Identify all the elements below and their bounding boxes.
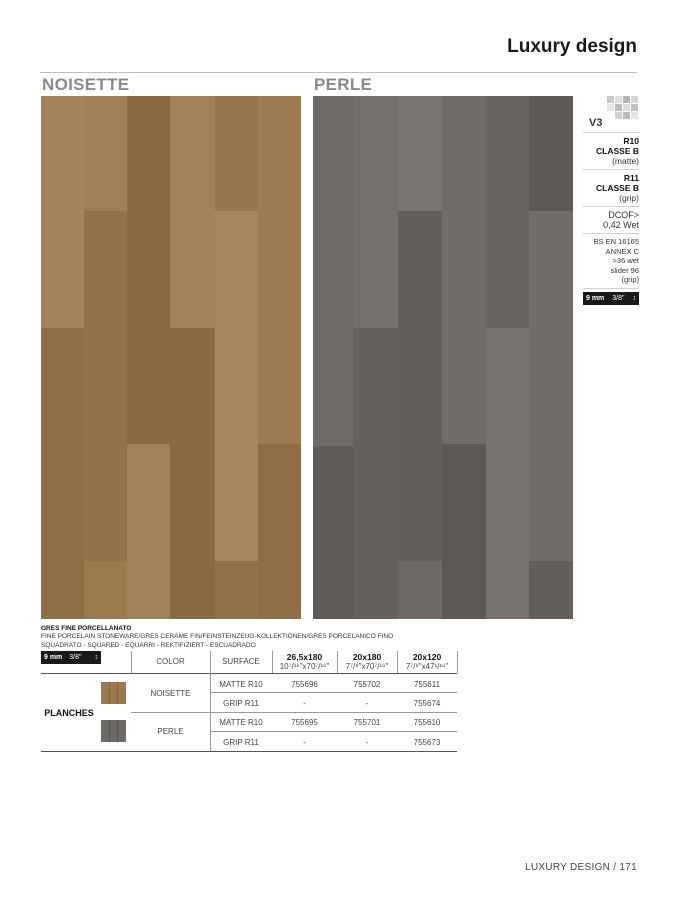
swatch-name-perle: PERLE xyxy=(314,75,373,94)
spec-column xyxy=(583,96,639,305)
r10-surface: (matte) xyxy=(612,156,639,166)
bs-slider: slider 96 xyxy=(610,265,639,275)
size-3-imperial: 7⁷/⁸"x47¹/¹⁶" xyxy=(405,662,449,671)
row-1-code-2: 755702 xyxy=(353,680,381,689)
row-1-surface: MATTE R10 xyxy=(219,680,263,689)
row-3-surface: MATTE R10 xyxy=(219,718,263,727)
row-4-code-2: - xyxy=(365,738,369,747)
dcof-block xyxy=(583,207,639,234)
row-3-code-3: 755610 xyxy=(413,718,441,727)
bs-annex: ANNEX C xyxy=(605,246,639,256)
table-header-divider xyxy=(457,651,458,673)
dcof-label: DCOF> xyxy=(608,210,639,220)
group-label: PLANCHES xyxy=(44,708,94,718)
size-2-metric: 20x180 xyxy=(352,652,382,662)
row-color-noisette: NOISETTE xyxy=(150,689,191,698)
row-4-surface: GRIP R11 xyxy=(223,738,259,747)
size-1-metric: 26,5x180 xyxy=(286,652,323,662)
edge-text: SQUADRATO - SQUARED - EQUARRI - REKTIFIZIERT - ESCUADRADO xyxy=(41,642,256,649)
thickness-mm: 9 mm xyxy=(586,294,605,302)
table-row-rule xyxy=(210,692,457,693)
table-thickness-inch: 3/8" xyxy=(69,654,82,661)
thumb-perle xyxy=(101,720,126,742)
thickness-badge xyxy=(583,292,639,305)
size-3-metric: 20x120 xyxy=(412,652,442,662)
r10-label: R10 xyxy=(623,136,639,146)
row-color-perle: PERLE xyxy=(157,727,184,736)
bs-wet: >36 wet xyxy=(612,256,639,265)
row-2-code-2: - xyxy=(365,699,369,708)
table-bottom-rule xyxy=(41,751,457,752)
class-v3-block xyxy=(583,96,639,133)
page-footer: LUXURY DESIGN / 171 xyxy=(524,862,637,873)
table-row-rule xyxy=(210,731,457,732)
row-2-code-1: - xyxy=(303,699,306,708)
swatch-image-perle xyxy=(313,96,573,619)
mosaic-icon xyxy=(607,96,639,124)
table-thickness-mm: 9 mm xyxy=(44,654,63,661)
r10-block xyxy=(583,133,639,170)
thickness-inch: 3/8" xyxy=(612,294,625,302)
r10-class: CLASSE B xyxy=(596,146,639,156)
header-divider xyxy=(40,72,637,73)
table-thickness-arrow-icon: ↕ xyxy=(94,654,98,661)
material-subtitle: FINE PORCELAIN STONEWARE/GRES CERAME FIN/FEINSTEINZEUG-KOLLEKTIONEN/GRES PORCELANICO FINO xyxy=(41,633,394,640)
row-4-code-3: 755673 xyxy=(413,738,441,747)
thickness-arrow-icon: ↕ xyxy=(632,294,636,302)
table-row-rule xyxy=(131,712,457,713)
row-1-code-1: 755696 xyxy=(291,680,318,689)
swatch-name-noisette: NOISETTE xyxy=(42,75,130,94)
row-1-code-3: 755611 xyxy=(413,680,441,689)
col-header-size-2 xyxy=(337,653,397,671)
r11-block xyxy=(583,170,639,207)
row-2-surface: GRIP R11 xyxy=(223,699,259,708)
swatch-image-noisette xyxy=(41,96,301,619)
row-2-code-3: 755674 xyxy=(413,699,441,708)
col-header-color: COLOR xyxy=(156,657,185,666)
bs-block xyxy=(583,234,639,289)
row-3-code-1: 755695 xyxy=(291,718,318,727)
row-3-code-2: 755701 xyxy=(353,718,381,727)
thumb-noisette xyxy=(101,682,126,704)
r11-label: R11 xyxy=(623,173,639,183)
class-label: V3 xyxy=(589,117,603,129)
col-header-size-1 xyxy=(272,653,337,671)
bs-surface: (grip) xyxy=(621,275,639,284)
page-title: Luxury design xyxy=(507,36,637,57)
col-header-size-3 xyxy=(397,653,457,671)
col-header-surface: SURFACE xyxy=(222,657,260,666)
row-4-code-1: - xyxy=(303,738,306,747)
table-header-rule xyxy=(41,673,457,674)
size-2-imperial: 7⁷/⁸"x70⁷/¹⁶" xyxy=(345,662,389,671)
size-1-imperial: 10⁷/¹⁶"x70⁷/¹⁶" xyxy=(279,662,330,671)
r11-class: CLASSE B xyxy=(596,183,639,193)
material-title: GRES FINE PORCELLANATO xyxy=(41,625,132,632)
r11-surface: (grip) xyxy=(619,193,639,203)
table-thickness-badge xyxy=(41,651,101,664)
dcof-value: 0,42 Wet xyxy=(603,220,639,230)
bs-standard: BS EN 16165 xyxy=(593,237,639,246)
